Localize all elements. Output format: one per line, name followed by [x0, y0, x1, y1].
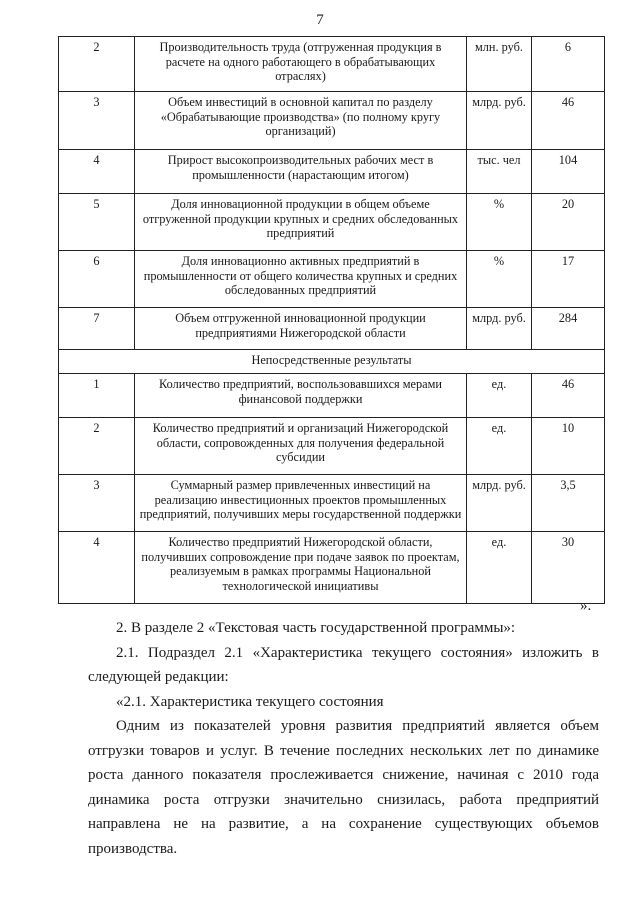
closing-quote: ».: [580, 598, 592, 614]
row-number: 2: [59, 418, 135, 475]
value-cell: 46: [532, 92, 605, 150]
indicator-name: Количество предприятий, воспользовавшихся мерами финансовой поддержки: [135, 374, 467, 418]
value-cell: 104: [532, 150, 605, 194]
indicator-name: Количество предприятий и организаций Нижегородской области, сопровожденных для получения федеральной субсидии: [135, 418, 467, 475]
table-row: [59, 194, 605, 251]
indicator-name: Прирост высокопроизводительных рабочих мест в промышленности (нарастающим итогом): [135, 150, 467, 194]
value-cell: 17: [532, 251, 605, 308]
indicators-table: [58, 36, 605, 604]
table-row: [59, 418, 605, 475]
indicator-name: Доля инновационно активных предприятий в промышленности от общего количества крупных и средних обследованных предприятий: [135, 251, 467, 308]
indicator-name: Количество предприятий Нижегородской области, получивших сопровождение при подаче заявок по проектам, реализуемым в рамках программы Национальной технологической инициативы: [135, 532, 467, 604]
table-row: [59, 92, 605, 150]
table-row: [59, 475, 605, 532]
indicator-name: Объем инвестиций в основной капитал по разделу «Обрабатывающие производства» (по полному кругу организаций): [135, 92, 467, 150]
paragraph-section-2: 2. В разделе 2 «Текстовая часть государственной программы»:: [116, 620, 516, 636]
page-number: 7: [316, 12, 324, 28]
body-text: [88, 616, 599, 861]
row-number: 2: [59, 37, 135, 92]
unit-cell: млрд. руб.: [467, 308, 532, 350]
value-cell: 3,5: [532, 475, 605, 532]
value-cell: 6: [532, 37, 605, 92]
value-cell: 46: [532, 374, 605, 418]
indicator-name: Объем отгруженной инновационной продукции предприятиями Нижегородской области: [135, 308, 467, 350]
unit-cell: ед.: [467, 418, 532, 475]
row-number: 6: [59, 251, 135, 308]
table-row: [59, 308, 605, 350]
value-cell: 10: [532, 418, 605, 475]
row-number: 3: [59, 92, 135, 150]
value-cell: 284: [532, 308, 605, 350]
table-row: [59, 150, 605, 194]
unit-cell: %: [467, 251, 532, 308]
paragraph-body: Одним из показателей уровня развития предприятий является объем отгрузки товаров и услуг. В течение последних нескольких лет по динамике роста данного показателя прослеживается снижение, начиная с 2010 года динамика роста отгрузки значительно снизилась, работа предприятий направлена не на развитие, а на сохранение существующих объемов производства.: [88, 718, 599, 857]
row-number: 7: [59, 308, 135, 350]
unit-cell: %: [467, 194, 532, 251]
unit-cell: ед.: [467, 532, 532, 604]
indicator-name: Суммарный размер привлеченных инвестиций на реализацию инвестиционных проектов промышленных предприятий, получивших меры государственной поддержки: [135, 475, 467, 532]
subsection-heading: «2.1. Характеристика текущего состояния: [116, 693, 384, 710]
unit-cell: млрд. руб.: [467, 92, 532, 150]
row-number: 5: [59, 194, 135, 251]
row-number: 4: [59, 532, 135, 604]
row-number: 3: [59, 475, 135, 532]
row-number: 4: [59, 150, 135, 194]
indicator-name: Доля инновационной продукции в общем объеме отгруженной продукции крупных и средних обследованных предприятий: [135, 194, 467, 251]
unit-cell: млрд. руб.: [467, 475, 532, 532]
section-row: [59, 350, 605, 374]
row-number: 1: [59, 374, 135, 418]
section-title: Непосредственные результаты: [59, 350, 605, 374]
value-cell: 30: [532, 532, 605, 604]
unit-cell: млн. руб.: [467, 37, 532, 92]
unit-cell: ед.: [467, 374, 532, 418]
paragraph-subsection-2-1: 2.1. Подраздел 2.1 «Характеристика текущего состояния» изложить в следующей редакции:: [88, 644, 599, 685]
value-cell: 20: [532, 194, 605, 251]
unit-cell: тыс. чел: [467, 150, 532, 194]
indicator-name: Производительность труда (отгруженная продукция в расчете на одного работающего в обрабатывающих отраслях): [135, 37, 467, 92]
table-row: [59, 251, 605, 308]
table-row: [59, 37, 605, 92]
table-row: [59, 374, 605, 418]
table-row: [59, 532, 605, 604]
